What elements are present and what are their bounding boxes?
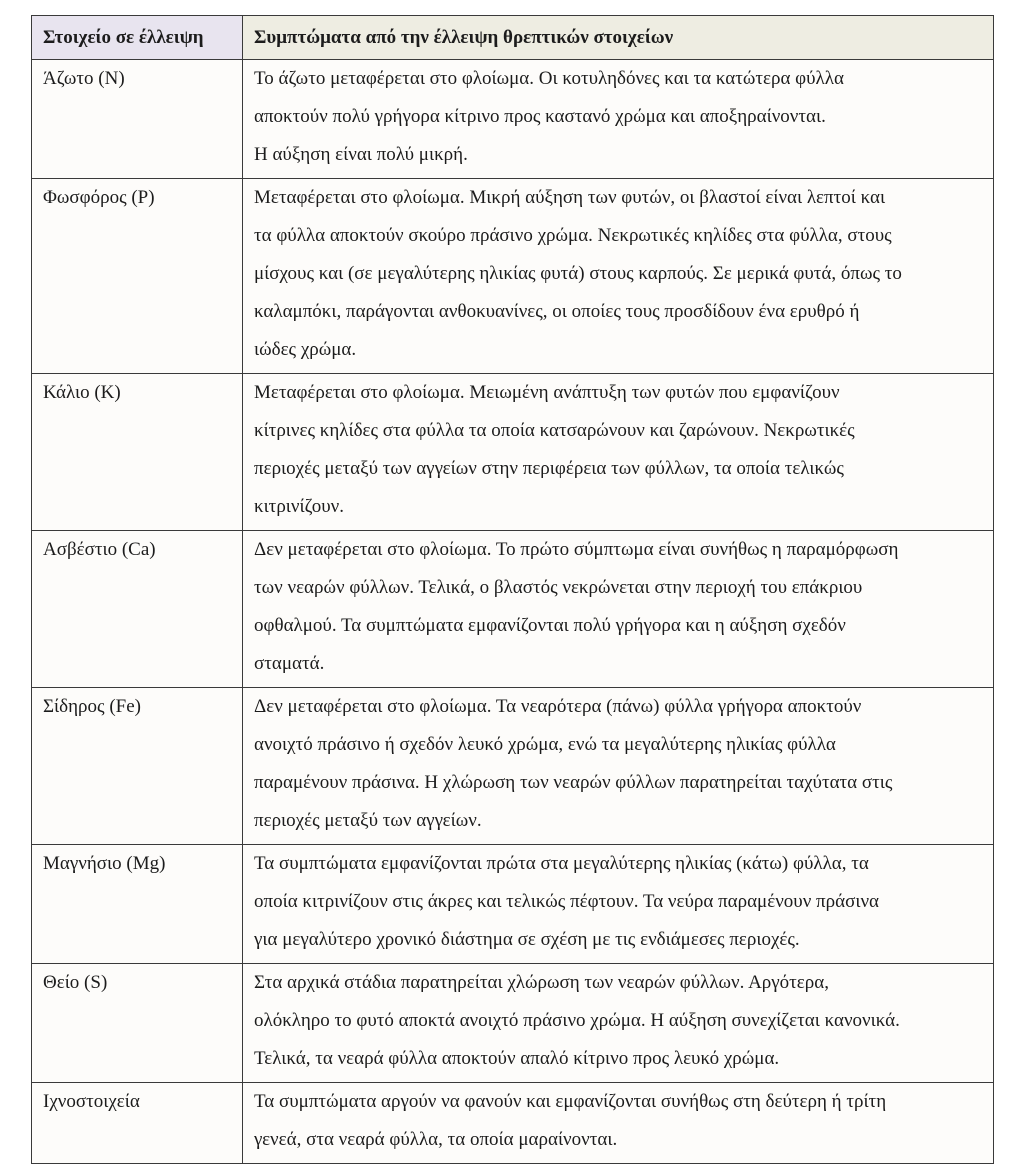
symptoms-line: μίσχους και (σε μεγαλύτερης ηλικίας φυτά) στους καρπούς. Σε μερικά φυτά, όπως το xyxy=(254,263,902,284)
symptoms-line: περιοχές μεταξύ των αγγείων. xyxy=(254,810,482,831)
symptoms-cell xyxy=(243,845,994,964)
table-row xyxy=(32,1083,994,1164)
symptoms-cell xyxy=(243,964,994,1083)
symptoms-line: σταματά. xyxy=(254,653,325,674)
symptoms-line: κιτρινίζουν. xyxy=(254,496,345,517)
symptoms-line: για μεγαλύτερο χρονικό διάστημα σε σχέση με τις ενδιάμεσες περιοχές. xyxy=(254,929,800,950)
symptoms-line: των νεαρών φύλλων. Τελικά, ο βλαστός νεκρώνεται στην περιοχή του επάκριου xyxy=(254,577,863,598)
element-name-cell: Θείο (S) xyxy=(32,964,243,1083)
symptoms-cell xyxy=(243,374,994,531)
symptoms-line: ολόκληρο το φυτό αποκτά ανοιχτό πράσινο χρώμα. Η αύξηση συνεχίζεται κανονικά. xyxy=(254,1010,900,1031)
table-row xyxy=(32,964,994,1083)
table-row xyxy=(32,688,994,845)
symptoms-line: καλαμπόκι, παράγονται ανθοκυανίνες, οι οποίες τους προσδίδουν ένα ερυθρό ή xyxy=(254,301,860,322)
element-name-cell: Ασβέστιο (Ca) xyxy=(32,531,243,688)
element-name-cell: Ιχνοστοιχεία xyxy=(32,1083,243,1164)
element-name-cell: Μαγνήσιο (Mg) xyxy=(32,845,243,964)
table-body xyxy=(32,60,994,1164)
symptoms-cell xyxy=(243,179,994,374)
element-name-cell: Κάλιο (K) xyxy=(32,374,243,531)
element-name-cell: Άζωτο (N) xyxy=(32,60,243,179)
symptoms-line: οποία κιτρινίζουν στις άκρες και τελικώς πέφτουν. Τα νεύρα παραμένουν πράσινα xyxy=(254,891,879,912)
table-row xyxy=(32,531,994,688)
column-header-symptoms: Συμπτώματα από την έλλειψη θρεπτικών στοιχείων xyxy=(243,16,994,60)
symptoms-line: Το άζωτο μεταφέρεται στο φλοίωμα. Οι κοτυληδόνες και τα κατώτερα φύλλα xyxy=(254,68,844,89)
symptoms-line: Τελικά, τα νεαρά φύλλα αποκτούν απαλό κίτρινο προς λευκό χρώμα. xyxy=(254,1048,780,1069)
symptoms-line: Η αύξηση είναι πολύ μικρή. xyxy=(254,144,468,165)
nutrient-deficiency-table-container xyxy=(31,15,993,1164)
table-row xyxy=(32,179,994,374)
element-name-cell: Σίδηρος (Fe) xyxy=(32,688,243,845)
symptoms-line: ιώδες χρώμα. xyxy=(254,339,357,360)
symptoms-line: γενεά, στα νεαρά φύλλα, τα οποία μαραίνονται. xyxy=(254,1129,618,1150)
symptoms-line: ανοιχτό πράσινο ή σχεδόν λευκό χρώμα, ενώ τα μεγαλύτερης ηλικίας φύλλα xyxy=(254,734,836,755)
symptoms-line: Δεν μεταφέρεται στο φλοίωμα. Τα νεαρότερα (πάνω) φύλλα γρήγορα αποκτούν xyxy=(254,696,862,717)
symptoms-line: Δεν μεταφέρεται στο φλοίωμα. Το πρώτο σύμπτωμα είναι συνήθως η παραμόρφωση xyxy=(254,539,899,560)
element-name-cell: Φωσφόρος (P) xyxy=(32,179,243,374)
symptoms-cell xyxy=(243,1083,994,1164)
symptoms-line: περιοχές μεταξύ των αγγείων στην περιφέρεια των φύλλων, τα οποία τελικώς xyxy=(254,458,844,479)
symptoms-line: κίτρινες κηλίδες στα φύλλα τα οποία κατσαρώνουν και ζαρώνουν. Νεκρωτικές xyxy=(254,420,855,441)
symptoms-cell xyxy=(243,60,994,179)
nutrient-deficiency-table xyxy=(31,15,994,1164)
symptoms-line: οφθαλμού. Τα συμπτώματα εμφανίζονται πολύ γρήγορα και η αύξηση σχεδόν xyxy=(254,615,846,636)
symptoms-line: Τα συμπτώματα εμφανίζονται πρώτα στα μεγαλύτερης ηλικίας (κάτω) φύλλα, τα xyxy=(254,853,869,874)
table-row xyxy=(32,374,994,531)
column-header-element: Στοιχείο σε έλλειψη xyxy=(32,16,243,60)
symptoms-line: Μεταφέρεται στο φλοίωμα. Μειωμένη ανάπτυξη των φυτών που εμφανίζουν xyxy=(254,382,840,403)
symptoms-line: Στα αρχικά στάδια παρατηρείται χλώρωση των νεαρών φύλλων. Αργότερα, xyxy=(254,972,829,993)
table-row xyxy=(32,60,994,179)
symptoms-cell xyxy=(243,531,994,688)
symptoms-line: Τα συμπτώματα αργούν να φανούν και εμφανίζονται συνήθως στη δεύτερη ή τρίτη xyxy=(254,1091,887,1112)
symptoms-line: αποκτούν πολύ γρήγορα κίτρινο προς καστανό χρώμα και αποξηραίνονται. xyxy=(254,106,826,127)
symptoms-cell xyxy=(243,688,994,845)
table-header-row xyxy=(32,16,994,60)
symptoms-line: Μεταφέρεται στο φλοίωμα. Μικρή αύξηση των φυτών, οι βλαστοί είναι λεπτοί και xyxy=(254,187,886,208)
table-row xyxy=(32,845,994,964)
symptoms-line: τα φύλλα αποκτούν σκούρο πράσινο χρώμα. Νεκρωτικές κηλίδες στα φύλλα, στους xyxy=(254,225,892,246)
symptoms-line: παραμένουν πράσινα. Η χλώρωση των νεαρών φύλλων παρατηρείται ταχύτατα στις xyxy=(254,772,893,793)
